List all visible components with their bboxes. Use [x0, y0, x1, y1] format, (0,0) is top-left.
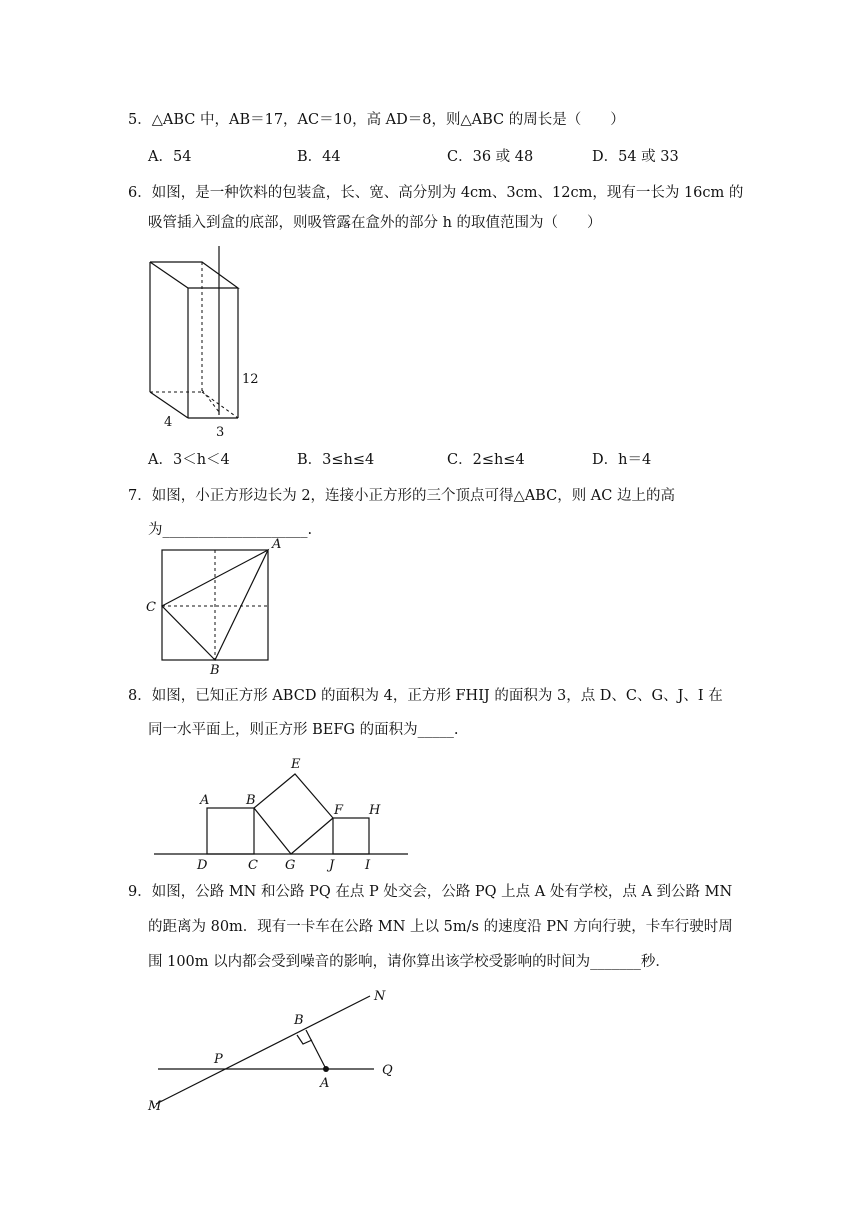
q7-label-a: A [272, 537, 282, 552]
q9-label-q: Q [382, 1063, 393, 1078]
q6-option-c: C．2≤h≤4 [447, 452, 525, 468]
q8-label-i: I [365, 858, 371, 873]
q6-option-b: B．3≤h≤4 [297, 452, 375, 468]
q8-label-b: B [246, 793, 256, 808]
q6-label-height: 12 [242, 372, 259, 387]
q6-stem-line2: 吸管插入到盒的底部，则吸管露在盒外的部分 h 的取值范围为（ ） [148, 215, 602, 231]
q8-stem-line1: 8．如图，已知正方形 ABCD 的面积为 4，正方形 FHIJ 的面积为 3，点 D、C、G、J、I 在 [128, 688, 723, 704]
q5-stem: 5．△ABC 中，AB＝17，AC＝10，高 AD＝8，则△ABC 的周长是（ ） [128, 112, 625, 128]
q9-label-a: A [320, 1076, 330, 1091]
q7-stem-line2: 为____________________. [148, 522, 313, 538]
q6-box-figure [140, 240, 270, 440]
q9-label-n: N [374, 989, 386, 1004]
q7-stem-line1: 7．如图，小正方形边长为 2，连接小正方形的三个顶点可得△ABC，则 AC 边上的高 [128, 488, 675, 504]
q9-school-point [323, 1066, 329, 1072]
q5-option-a: A．54 [148, 149, 192, 165]
q7-label-c: C [146, 600, 156, 615]
q8-label-j: J [329, 858, 335, 873]
q8-label-a: A [200, 793, 210, 808]
q6-option-a: A．3＜h＜4 [148, 452, 230, 468]
q5-option-c: C．36 或 48 [447, 149, 534, 165]
q5-option-b: B．44 [297, 149, 341, 165]
q6-option-d: D．h＝4 [592, 452, 652, 468]
q8-stem-line2: 同一水平面上，则正方形 BEFG 的面积为_____. [148, 722, 459, 738]
q8-label-h: H [369, 803, 381, 818]
q7-label-b: B [210, 663, 220, 678]
q6-stem-line1: 6．如图，是一种饮料的包装盒，长、宽、高分别为 4cm、3cm、12cm，现有一长为 16cm 的 [128, 185, 744, 201]
q9-stem-line3: 围 100m 以内都会受到噪音的影响，请你算出该学校受影响的时间为_______秒． [148, 954, 670, 970]
q6-label-width: 3 [216, 425, 225, 440]
q9-stem-line2: 的距离为 80m．现有一卡车在公路 MN 上以 5m/s 的速度沿 PN 方向行驶，卡车行驶时周 [148, 919, 733, 935]
q9-label-p: P [214, 1052, 223, 1067]
q8-label-e: E [291, 757, 301, 772]
q9-label-b: B [294, 1013, 304, 1028]
q8-label-f: F [334, 803, 344, 818]
q9-label-m: M [148, 1099, 162, 1114]
q9-stem-line1: 9．如图，公路 MN 和公路 PQ 在点 P 处交会，公路 PQ 上点 A 处有学校，点 A 到公路 MN [128, 884, 733, 900]
q8-label-g: G [285, 858, 296, 873]
q5-option-d: D．54 或 33 [592, 149, 679, 165]
q8-label-d: D [197, 858, 208, 873]
q7-grid-figure [140, 538, 290, 678]
q8-label-c: C [248, 858, 258, 873]
q6-label-length: 4 [164, 415, 173, 430]
q9-roads-figure [146, 986, 406, 1116]
q8-squares-figure [150, 752, 420, 882]
